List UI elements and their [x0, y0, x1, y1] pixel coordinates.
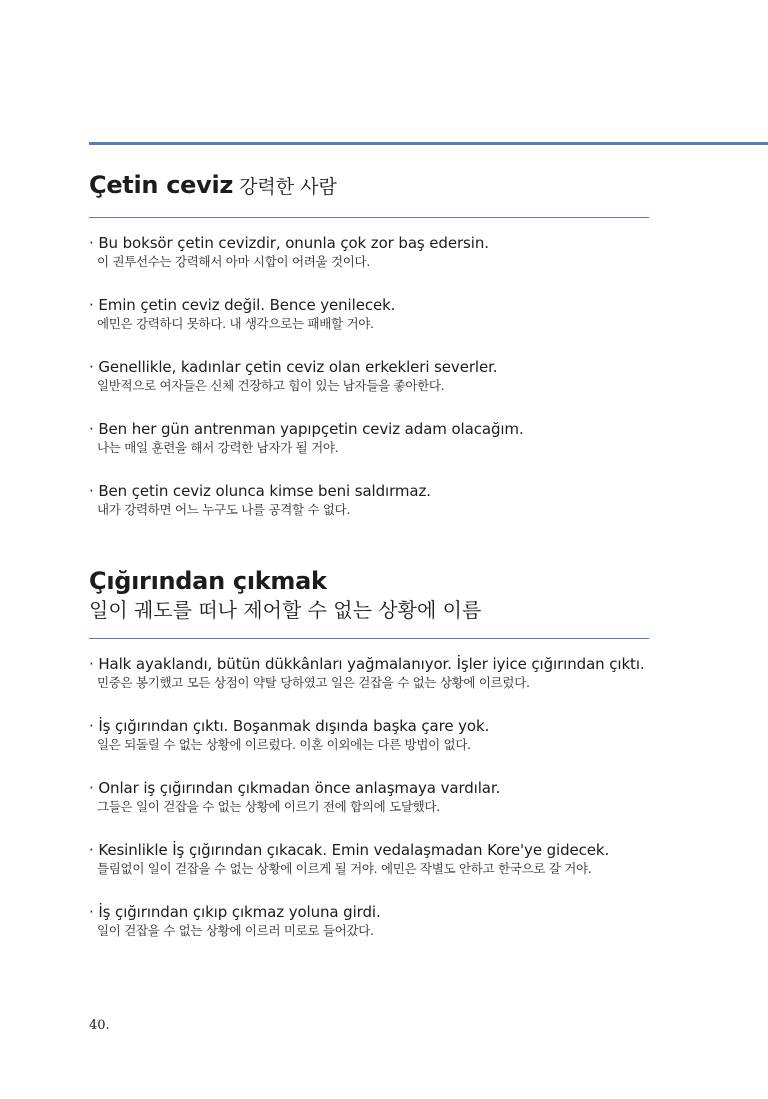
- top-divider: [89, 142, 768, 145]
- example-item: [89, 902, 649, 940]
- example-korean: 내가 강력하면 어느 누구도 나를 공격할 수 없다.: [97, 502, 351, 517]
- example-turkish: · Genellikle, kadınlar çetin ceviz olan erkekleri severler.: [89, 357, 649, 377]
- example-turkish: · Halk ayaklandı, bütün dükkânları yağmalanıyor. İşler iyice çığırından çıktı.: [89, 654, 649, 674]
- example-item: [89, 357, 649, 395]
- example-korean: 일은 되돌릴 수 없는 상황에 이르렀다. 이혼 이외에는 다른 방법이 없다.: [97, 737, 471, 752]
- example-turkish: · İş çığırından çıkıp çıkmaz yoluna girdi.: [89, 902, 649, 922]
- example-turkish: · Ben çetin ceviz olunca kimse beni saldırmaz.: [89, 481, 649, 501]
- example-korean: 에민은 강력하디 못하다. 내 생각으로는 패배할 거야.: [97, 316, 374, 331]
- section-divider: [89, 638, 649, 639]
- example-item: [89, 419, 649, 457]
- example-item: [89, 295, 649, 333]
- example-korean: 그들은 일이 걷잡을 수 없는 상황에 이르기 전에 합의에 도달했다.: [97, 799, 440, 814]
- example-list: [89, 233, 649, 519]
- example-korean: 나는 매일 훈련을 해서 강력한 남자가 될 거야.: [97, 440, 339, 455]
- section-divider: [89, 217, 649, 218]
- example-turkish: · Onlar iş çığırından çıkmadan önce anlaşmaya vardılar.: [89, 778, 649, 798]
- example-item: [89, 840, 649, 878]
- example-korean: 민중은 봉기했고 모든 상점이 약탈 당하였고 일은 걷잡을 수 없는 상황에 이르렀다.: [97, 675, 530, 690]
- idiom-meaning: 일이 궤도를 떠나 제어할 수 없는 상황에 이름: [89, 598, 482, 622]
- example-item: [89, 481, 649, 519]
- example-turkish: · Emin çetin ceviz değil. Bence yenilecek.: [89, 295, 649, 315]
- idiom-section-cigirindan-cikmak: [89, 566, 649, 940]
- example-item: [89, 716, 649, 754]
- example-item: [89, 233, 649, 271]
- example-list: [89, 654, 649, 940]
- example-korean: 일이 걷잡을 수 없는 상황에 이르러 미로로 들어갔다.: [97, 923, 374, 938]
- idiom-heading: [89, 170, 649, 202]
- idiom-section-cetin-ceviz: [89, 170, 649, 519]
- example-turkish: · Ben her gün antrenman yapıpçetin ceviz adam olacağım.: [89, 419, 649, 439]
- example-item: [89, 654, 649, 692]
- example-turkish: · İş çığırından çıktı. Boşanmak dışında başka çare yok.: [89, 716, 649, 736]
- idiom-meaning: 강력한 사람: [239, 176, 337, 198]
- example-korean: 틀림없이 일이 걷잡을 수 없는 상황에 이르게 될 거야. 에민은 작별도 안하고 한국으로 갈 거야.: [97, 861, 592, 876]
- example-item: [89, 778, 649, 816]
- example-korean: 이 권투선수는 강력해서 아마 시합이 어려울 것이다.: [97, 254, 370, 269]
- example-turkish: · Kesinlikle İş çığırından çıkacak. Emin vedalaşmadan Kore'ye gidecek.: [89, 840, 649, 860]
- idiom-title: Çığırından çıkmak: [89, 567, 327, 595]
- page-number: 40.: [89, 1018, 110, 1033]
- example-korean: 일반적으로 여자들은 신체 건장하고 힘이 있는 남자들을 좋아한다.: [97, 378, 445, 393]
- example-turkish: · Bu boksör çetin cevizdir, onunla çok zor baş edersin.: [89, 233, 649, 253]
- idiom-title: Çetin ceviz: [89, 171, 234, 199]
